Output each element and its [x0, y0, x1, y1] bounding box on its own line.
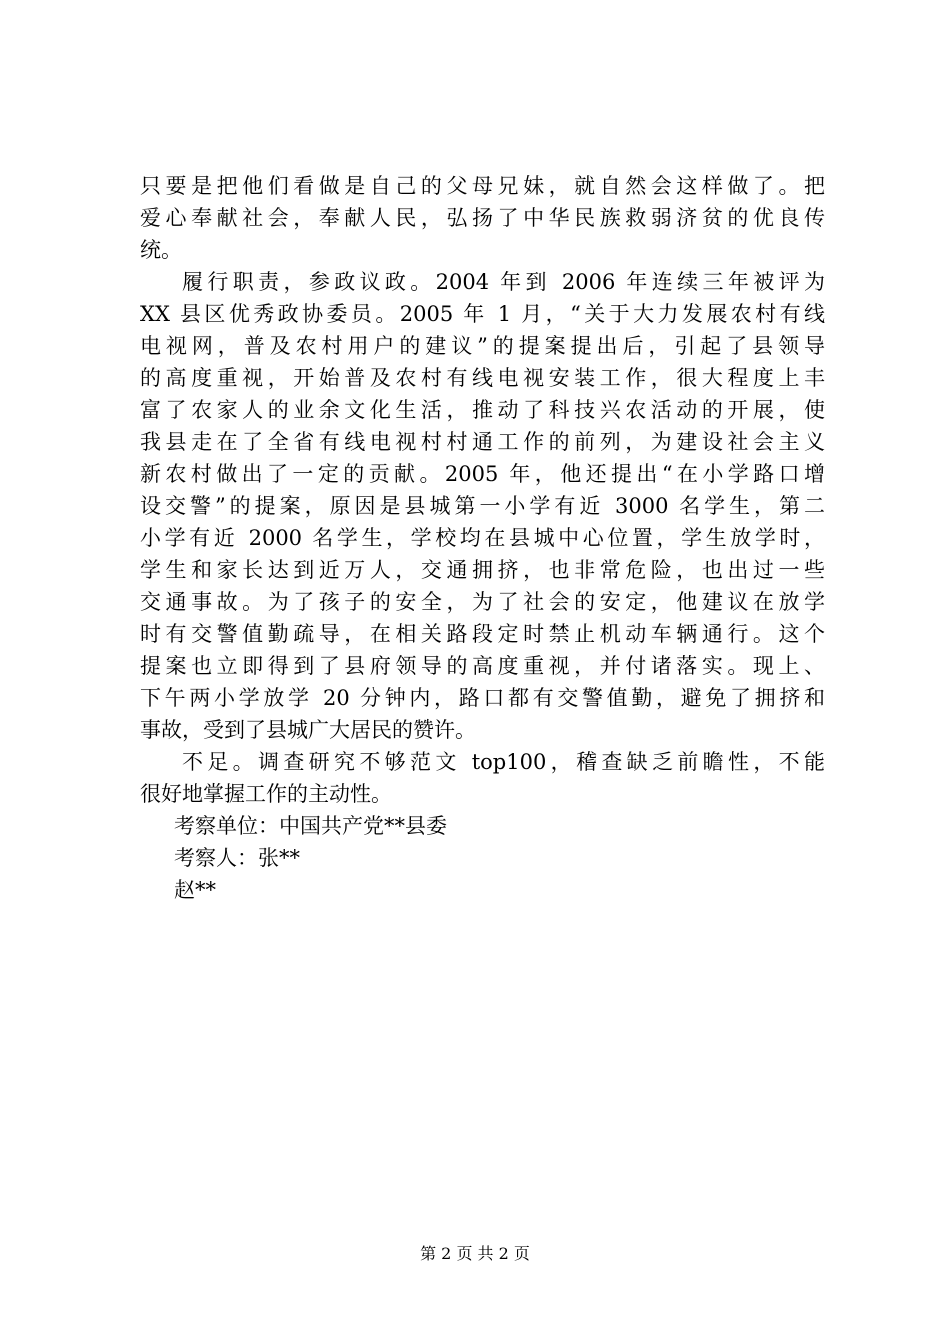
page-number-footer: 第 2 页 共 2 页 [420, 1244, 530, 1263]
text-line: 小学有近 2000 名学生，学校均在县城中心位置，学生放学时， [140, 526, 825, 550]
text-line: 提案也立即得到了县府领导的高度重视，并付诸落实。现上、 [140, 654, 825, 678]
text-line: 不足。调查研究不够范文 top100，稽查缺乏前瞻性，不能 [182, 750, 825, 774]
text-line: 新农村做出了一定的贡献。2005 年，他还提出“在小学路口增 [140, 462, 825, 486]
text-line: 统。 [140, 238, 182, 262]
text-line: 很好地掌握工作的主动性。 [140, 782, 392, 806]
inspector-name: 考察人：张** [174, 846, 300, 870]
text-line: 只要是把他们看做是自己的父母兄妹，就自然会这样做了。把 [140, 174, 825, 198]
text-line: 爱心奉献社会，奉献人民，弘扬了中华民族救弱济贫的优良传 [140, 206, 825, 230]
inspector-name: 赵** [174, 878, 216, 902]
text-line: 履行职责，参政议政。2004 年到 2006 年连续三年被评为 [182, 270, 825, 294]
text-line: 学生和家长达到近万人，交通拥挤，也非常危险，也出过一些 [140, 558, 825, 582]
text-line: 我县走在了全省有线电视村村通工作的前列，为建设社会主义 [140, 430, 825, 454]
document-body [140, 170, 825, 906]
text-line: 下午两小学放学 20 分钟内，路口都有交警值勤，避免了拥挤和 [140, 686, 825, 710]
text-line: 富了农家人的业余文化生活，推动了科技兴农活动的开展，使 [140, 398, 825, 422]
text-line: 的高度重视，开始普及农村有线电视安装工作，很大程度上丰 [140, 366, 825, 390]
text-line: 交通事故。为了孩子的安全，为了社会的安定，他建议在放学 [140, 590, 825, 614]
text-line: 事故，受到了县城广大居民的赞许。 [140, 718, 476, 742]
text-line: 时有交警值勤疏导，在相关路段定时禁止机动车辆通行。这个 [140, 622, 825, 646]
inspection-unit: 考察单位：中国共产党**县委 [174, 814, 447, 838]
text-line: 设交警”的提案，原因是县城第一小学有近 3000 名学生，第二 [140, 494, 825, 518]
text-line: XX 县区优秀政协委员。2005 年 1 月，“关于大力发展农村有线 [140, 302, 825, 326]
text-line: 电视网，普及农村用户的建议”的提案提出后，引起了县领导 [140, 334, 825, 358]
